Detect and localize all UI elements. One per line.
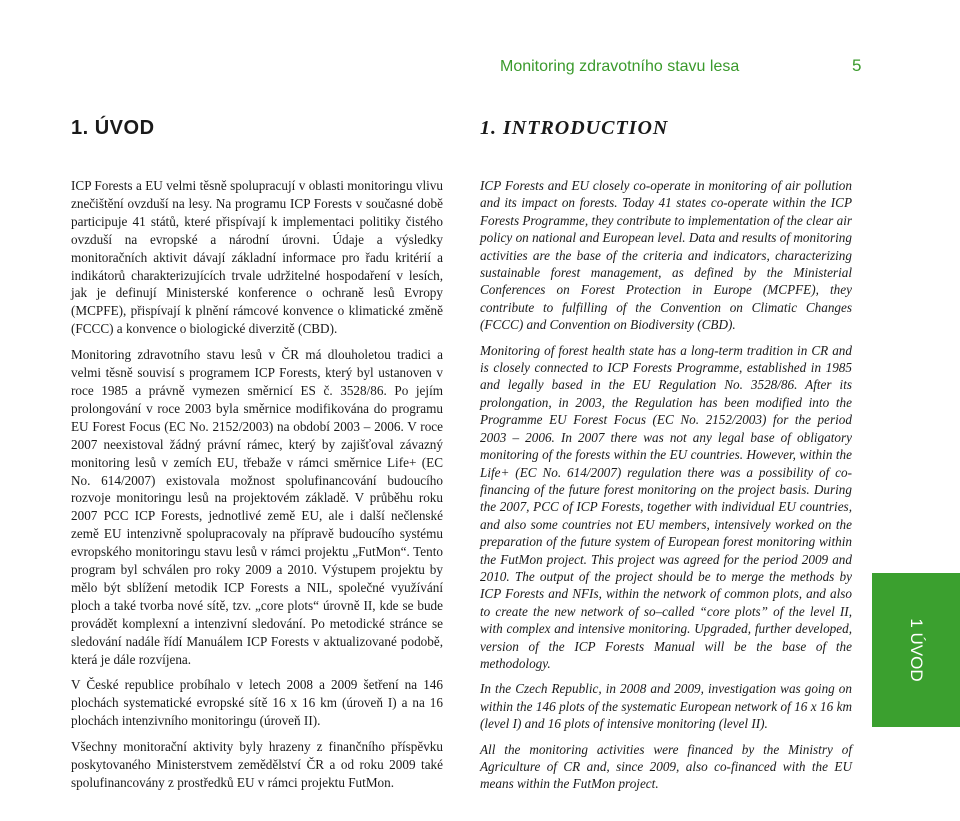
- czech-text-column: [71, 177, 443, 800]
- czech-paragraph: Monitoring zdravotního stavu lesů v ČR má dlouholetou tradici a velmi těsně souvisí s programem ICP Forests, který byl ustanoven v roce 1985 a právně vymezen směrnicí ES č. 3528/86. Po jejím prolongování v roce 2003 byla směrnice modifikována do programu EU Forest Focus (EC No. 2152/2003) na období 2003 – 2006. V roce 2007 neexistoval žádný právní rámec, který by zajišťoval závazný monitoring lesů v zemích EU, třebaže v rámci směrnice Life+ (EC No. 614/2007) existovala možnost spolufinancování budoucího rozvoje monitoringu lesů na projektovém základě. V průběhu roku 2007 PCC ICP Forests, jednotlivé země EU, ale i další nečlenské země EU intenzivně spolupracovaly na přípravě budoucího systému evropského monitoringu stavu lesů v rámci projektu „FutMon“. Tento program byl schválen pro roky 2009 a 2010. Výstupem projektu by mělo být sblížení metodik ICP Forests a NIL, společné využívání ploch a také tvorba nové sítě, tzv. „core plots“ úrovně II, kde se bude provádět komplexní a intenzivní sledování. Po metodické stránce se sledování nadále řídí Manuálem ICP Forests v aktualizované podobě, která je dále rozvíjena.: [71, 347, 443, 667]
- chapter-side-tab: [872, 573, 960, 727]
- section-heading-english: 1. INTRODUCTION: [480, 117, 669, 139]
- czech-paragraph: Všechny monitorační aktivity byly hrazeny z finančního příspěvku poskytovaného Ministerstvem zemědělství ČR a od roku 2009 také spolufinancovány z prostředků EU v rámci projektu FutMon.: [71, 739, 443, 790]
- page-number: 5: [852, 56, 862, 75]
- english-paragraph: All the monitoring activities were financed by the Ministry of Agriculture of CR and, since 2009, also co-financed with the EU means within the FutMon project.: [480, 741, 852, 792]
- running-header-title: Monitoring zdravotního stavu lesa: [500, 58, 740, 75]
- chapter-side-tab-label: 1 ÚVOD: [907, 618, 926, 682]
- czech-paragraph: V České republice probíhalo v letech 2008 a 2009 šetření na 146 plochách systematické evropské sítě 16 x 16 km (úroveň I) a na 16 plochách intenzivního monitoringu (úroveň II).: [71, 677, 443, 729]
- english-paragraph: In the Czech Republic, in 2008 and 2009, investigation was going on within the 146 plots of the systematic European network of 16 x 16 km (level I) and 16 plots of intensive monitoring (level II).: [480, 681, 852, 732]
- section-heading-czech: 1. ÚVOD: [71, 117, 155, 139]
- czech-paragraph: ICP Forests a EU velmi těsně spolupracují v oblasti monitoringu vlivu znečištění ovzduší na lesy. Na programu ICP Forests v současné době participuje 41 států, které přispívají k implementaci politiky čistého ovzduší na evropské a národní úrovni. Údaje a výsledky monitoračních aktivit dávají základní informace pro řadu kritérií a indikátorů charakterizujících trvale udržitelné hospodaření v lesích, jak je definují Ministerské konference o ochraně lesů Evropy (MCPFE), přispívají k plnění rámcové konvence o klimatické změně (FCCC) a konvence o biologické diverzitě (CBD).: [71, 178, 443, 337]
- english-paragraph: Monitoring of forest health state has a long-term tradition in CR and is closely connected to ICP Forests Programme, established in 1985 and legally based in the EU Regulation No. 3528/86. After its prolongation, in 2003, the Regulation has been modified into the Programme EU Forest Focus (EC No. 2152/2003) for the period 2003 – 2006. In 2007 there was not any legal base of obligatory monitoring of the forests within the EU countries. However, within the Life+ (EC No. 614/2007) regulation there was a possibility of co-financing of the future forest monitoring on the project basis. During the 2007, PCC of ICP Forests, together with individual EU countries, and also some countries not EU members, intensively worked on the preparation of the future system of European forest monitoring within the FutMon project. This project was agreed for the period 2009 and 2010. The output of the project should be to merge the methods by ICP Forests and NFIs, within the network of common plots, and also to create the new network of so–called “core plots” of the level II, with complex and intensive monitoring. Upgraded, further developed, version of the ICP Forests Manual will be the base of the methodology.: [480, 342, 852, 671]
- english-text-column: [480, 177, 852, 801]
- english-paragraph: ICP Forests and EU closely co-operate in monitoring of air pollution and its impact on forests. Today 41 states co-operate within the ICP Forests Programme, they contribute to implementation of the clear air policy on national and European level. Data and results of monitoring activities are the base of the criteria and indicators, characterizing sustainable forest management, as defined by the Ministerial Conferences on Forest Protection in Europe (MCPFE), they contribute to fulfilling of the Convention on Climatic Changes (FCCC) and Convention on Biodiversity (CBD).: [480, 178, 852, 333]
